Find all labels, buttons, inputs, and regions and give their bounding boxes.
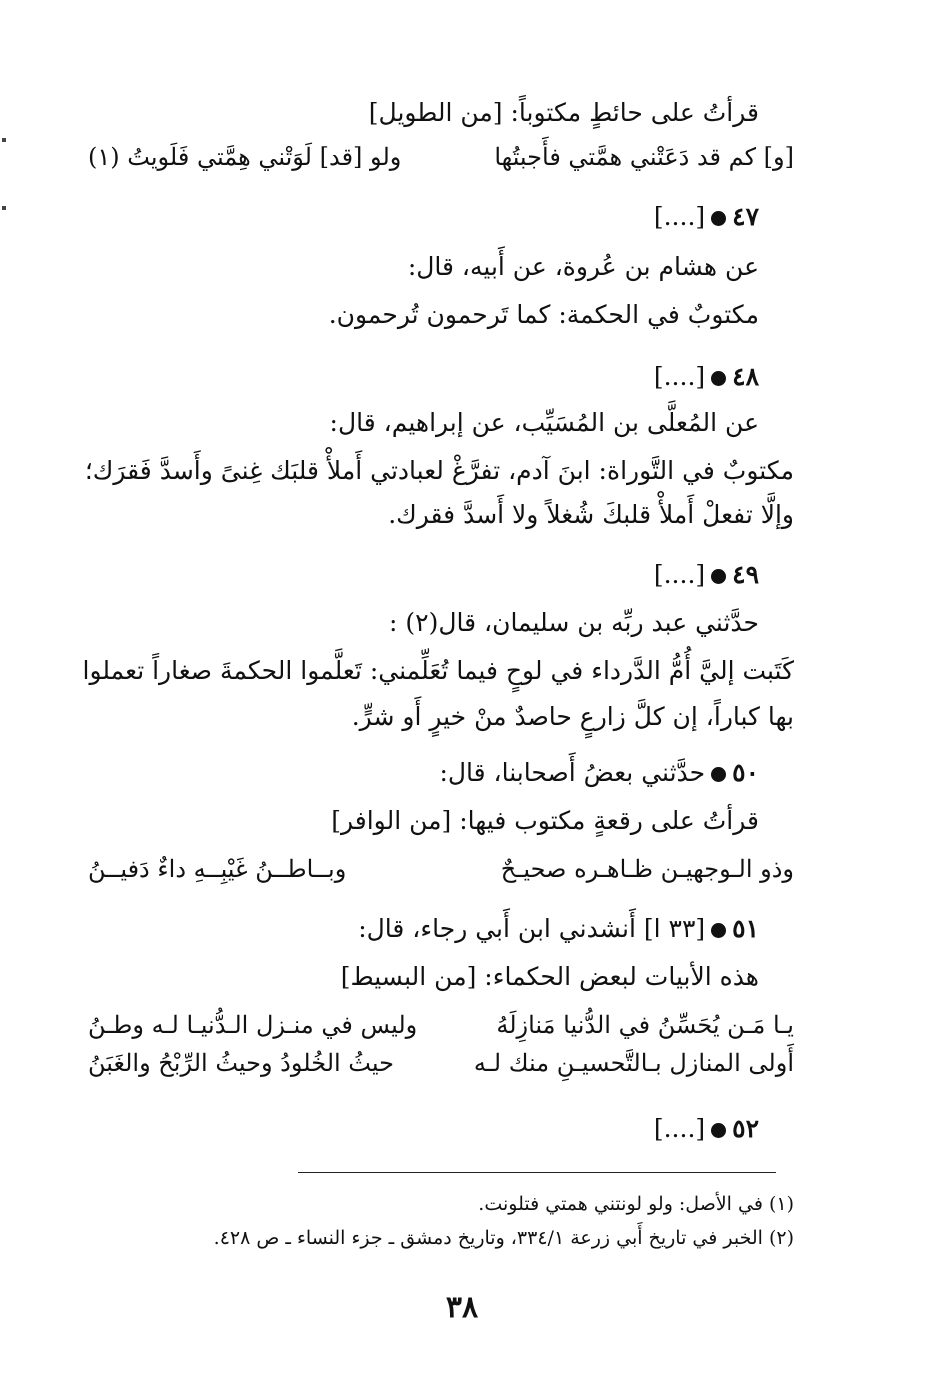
lacuna-marker: [....]	[653, 560, 706, 589]
isnad: عن المُعلَّى بن المُسَيِّب، عن إبراهيم، قال:	[329, 408, 759, 437]
entry-number: ٤٧	[732, 202, 759, 231]
entry-number: ٥١	[732, 914, 759, 943]
entry-text: هذه الأبيات لبعض الحكماء: [من البسيط]	[340, 962, 759, 991]
page-number: ٣٨	[445, 1290, 479, 1325]
entry-heading-49	[654, 558, 759, 592]
bullet-icon	[711, 371, 726, 386]
verse	[88, 852, 794, 886]
bullet-icon	[711, 211, 726, 226]
entry-text: مكتوبٌ في الحكمة: كما تَرحمون تُرحمون.	[328, 300, 759, 329]
lacuna-marker: [....]	[653, 202, 706, 231]
entry-heading-50	[439, 756, 759, 790]
footnote-1: (١) في الأصل: ولو لونتني همتي فتلونت.	[478, 1193, 794, 1215]
verse-second-hemistich: ولو [قد] لَوَتْني هِمَّتي فَلَويتُ (١)	[88, 143, 402, 171]
entry-heading-52	[654, 1112, 759, 1146]
verse	[88, 1046, 794, 1080]
verse	[88, 1008, 794, 1042]
entry-text: بها كباراً، إن كلَّ زارعٍ حاصدٌ منْ خيرٍ أَو شرٍّ.	[351, 702, 794, 731]
scan-mark	[2, 206, 6, 210]
verse-second-hemistich: وليس في منـزل الـدُّنيـا لـه وطـنُ	[88, 1011, 418, 1039]
isnad: عن هشام بن عُروة، عن أَبيه، قال:	[407, 252, 759, 281]
entry-number: ٤٩	[732, 560, 759, 589]
scan-mark	[2, 138, 6, 142]
entry-text: قرأتُ على رقعةٍ مكتوب فيها: [من الوافر]	[331, 806, 759, 835]
entry-text: كَتَبت إليَّ أُمُّ الدَّرداء في لوحٍ فيما تُعَلِّمني: تَعلَّموا الحكمةَ صغاراً تعملوا	[82, 656, 794, 685]
bullet-icon	[711, 767, 726, 782]
verse-first-hemistich: [و] كم قد دَعَتْني همَّتي فأَجبتُها	[494, 143, 794, 171]
entry-number: ٥٢	[732, 1114, 759, 1143]
verse-first-hemistich: وذو الـوجهيـن ظـاهـره صحيـحٌ	[500, 855, 794, 883]
entry-heading-48	[654, 360, 759, 394]
entry-text: وإلَّا تفعلْ أَملأْ قلبكَ شُغلاً ولا أَسدَّ فقرك.	[388, 500, 794, 529]
isnad: [٣٣ ا] أَنشدني ابن أَبي رجاء، قال:	[358, 914, 706, 943]
entry-number: ٥٠	[732, 758, 759, 787]
intro-line: قرأتُ على حائطٍ مكتوباً: [من الطويل]	[368, 98, 759, 127]
isnad: حدَّثني عبد ربِّه بن سليمان، قال(٢) :	[389, 608, 759, 637]
lacuna-marker: [....]	[653, 362, 706, 391]
entry-heading-51	[358, 912, 759, 946]
verse-first-hemistich: أَولى المنازل بـالتَّحسيـنِ منك لـه	[473, 1049, 794, 1077]
verse-second-hemistich: وبــاطــنُ غَيْبِــهِ داءٌ دَفيــنُ	[88, 855, 347, 883]
entry-text: مكتوبٌ في التَّوراة: ابنَ آدم، تفرَّغْ لعبادتي أَملأْ قلبَك غِنىً وأَسدَّ فَقرَك؛	[84, 456, 794, 485]
verse-first-hemistich: يـا مَـن يُحَسِّنُ في الدُّنيا مَنازِلَهُ	[496, 1011, 794, 1039]
entry-number: ٤٨	[732, 362, 759, 391]
bullet-icon	[711, 1123, 726, 1138]
verse-second-hemistich: حيثُ الخُلودُ وحيثُ الرِّبْحُ والغَبَنُ	[88, 1049, 394, 1077]
footnote-2: (٢) الخبر في تاريخ أَبي زرعة ٣٣٤/١، وتاريخ دمشق ـ جزء النساء ـ ص ٤٢٨.	[213, 1227, 794, 1249]
footnote-divider	[298, 1172, 776, 1173]
bullet-icon	[711, 923, 726, 938]
bullet-icon	[711, 569, 726, 584]
entry-heading-47	[654, 200, 759, 234]
verse	[88, 140, 794, 174]
lacuna-marker: [....]	[653, 1114, 706, 1143]
isnad: حدَّثني بعضُ أَصحابنا، قال:	[439, 758, 706, 787]
